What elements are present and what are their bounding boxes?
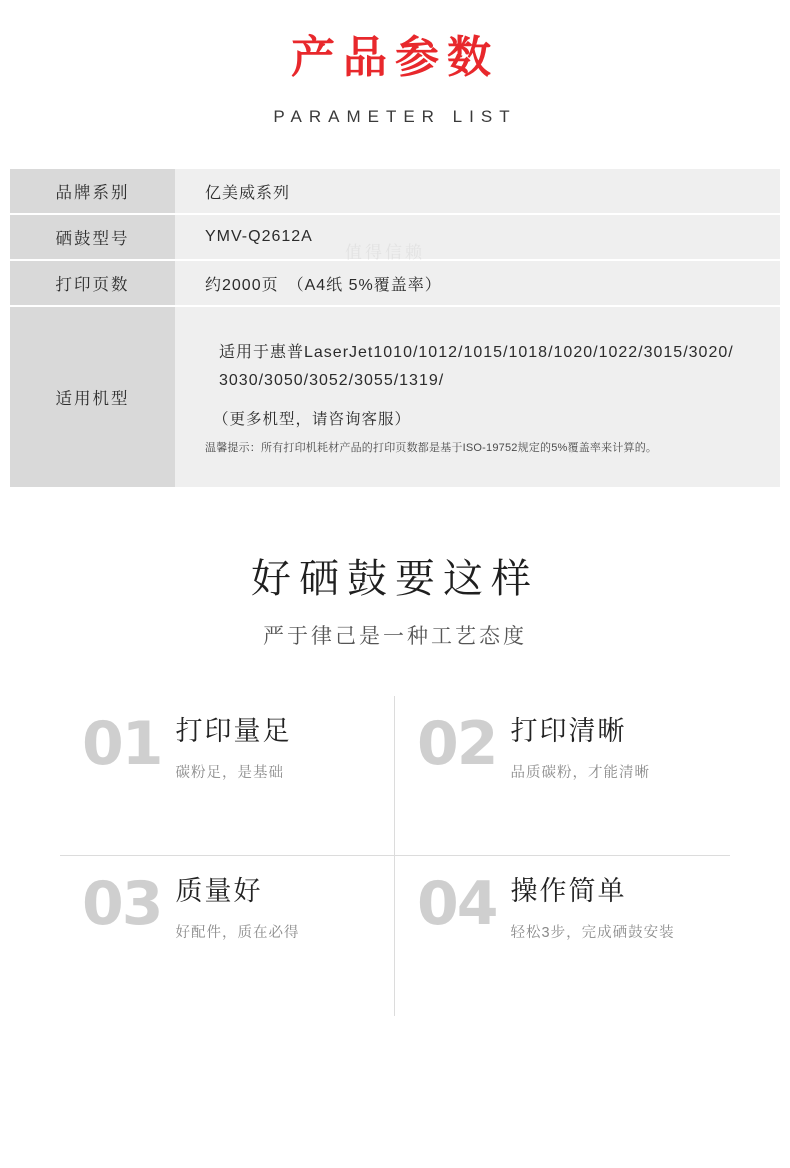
feature-desc: 品质碳粉，才能清晰 <box>510 765 650 782</box>
feature-number: 04 <box>417 869 497 939</box>
spec-label: 品牌系别 <box>10 169 175 214</box>
table-watermark: 值得信赖 <box>345 243 425 262</box>
spec-label: 硒鼓型号 <box>10 214 175 260</box>
spec-value-model <box>175 306 780 488</box>
section-two-header <box>0 547 790 650</box>
feature-number: 03 <box>82 869 162 939</box>
feature-title: 操作简单 <box>510 876 627 906</box>
section-two-subtitle: 严于律己是一种工艺态度 <box>263 625 527 648</box>
feature-number: 02 <box>417 709 497 779</box>
feature-desc: 轻松3步，完成硒鼓安装 <box>510 925 675 942</box>
feature-title: 质量好 <box>175 876 263 906</box>
spec-table <box>10 169 780 489</box>
spec-value: 亿美威系列 <box>175 169 780 214</box>
table-row <box>10 260 780 306</box>
feature-item <box>60 856 395 1016</box>
feature-item <box>60 696 395 856</box>
feature-title: 打印量足 <box>175 716 292 746</box>
feature-item <box>395 856 730 1016</box>
model-line-2: 3030/3050/3052/3055/1319/ <box>219 372 445 389</box>
feature-desc: 碳粉足，是基础 <box>175 765 284 782</box>
page-title: 产品参数 <box>291 33 499 82</box>
section-two-title: 好硒鼓要这样 <box>251 557 539 601</box>
spec-label-model: 适用机型 <box>10 306 175 488</box>
table-row-model <box>10 306 780 488</box>
page-header <box>0 0 790 127</box>
feature-item <box>395 696 730 856</box>
spec-value: 约2000页 （A4纸 5%覆盖率） <box>175 260 780 306</box>
spec-label: 打印页数 <box>10 260 175 306</box>
feature-title: 打印清晰 <box>510 716 627 746</box>
feature-grid <box>60 696 730 1016</box>
page-subtitle: PARAMETER LIST <box>273 107 517 126</box>
model-tip: 温馨提示：所有打印机耗材产品的打印页数都是基于ISO-19752规定的5%覆盖率来计算的。 <box>205 442 658 454</box>
spec-value: YMV-Q2612A <box>175 214 780 260</box>
feature-number: 01 <box>82 709 162 779</box>
table-row <box>10 169 780 214</box>
model-note: （更多机型，请咨询客服） <box>213 411 412 428</box>
table-row <box>10 214 780 260</box>
model-line-1: 适用于惠普LaserJet1010/1012/1015/1018/1020/1022/3015/3020/ <box>219 344 734 361</box>
feature-desc: 好配件，质在必得 <box>175 925 300 942</box>
